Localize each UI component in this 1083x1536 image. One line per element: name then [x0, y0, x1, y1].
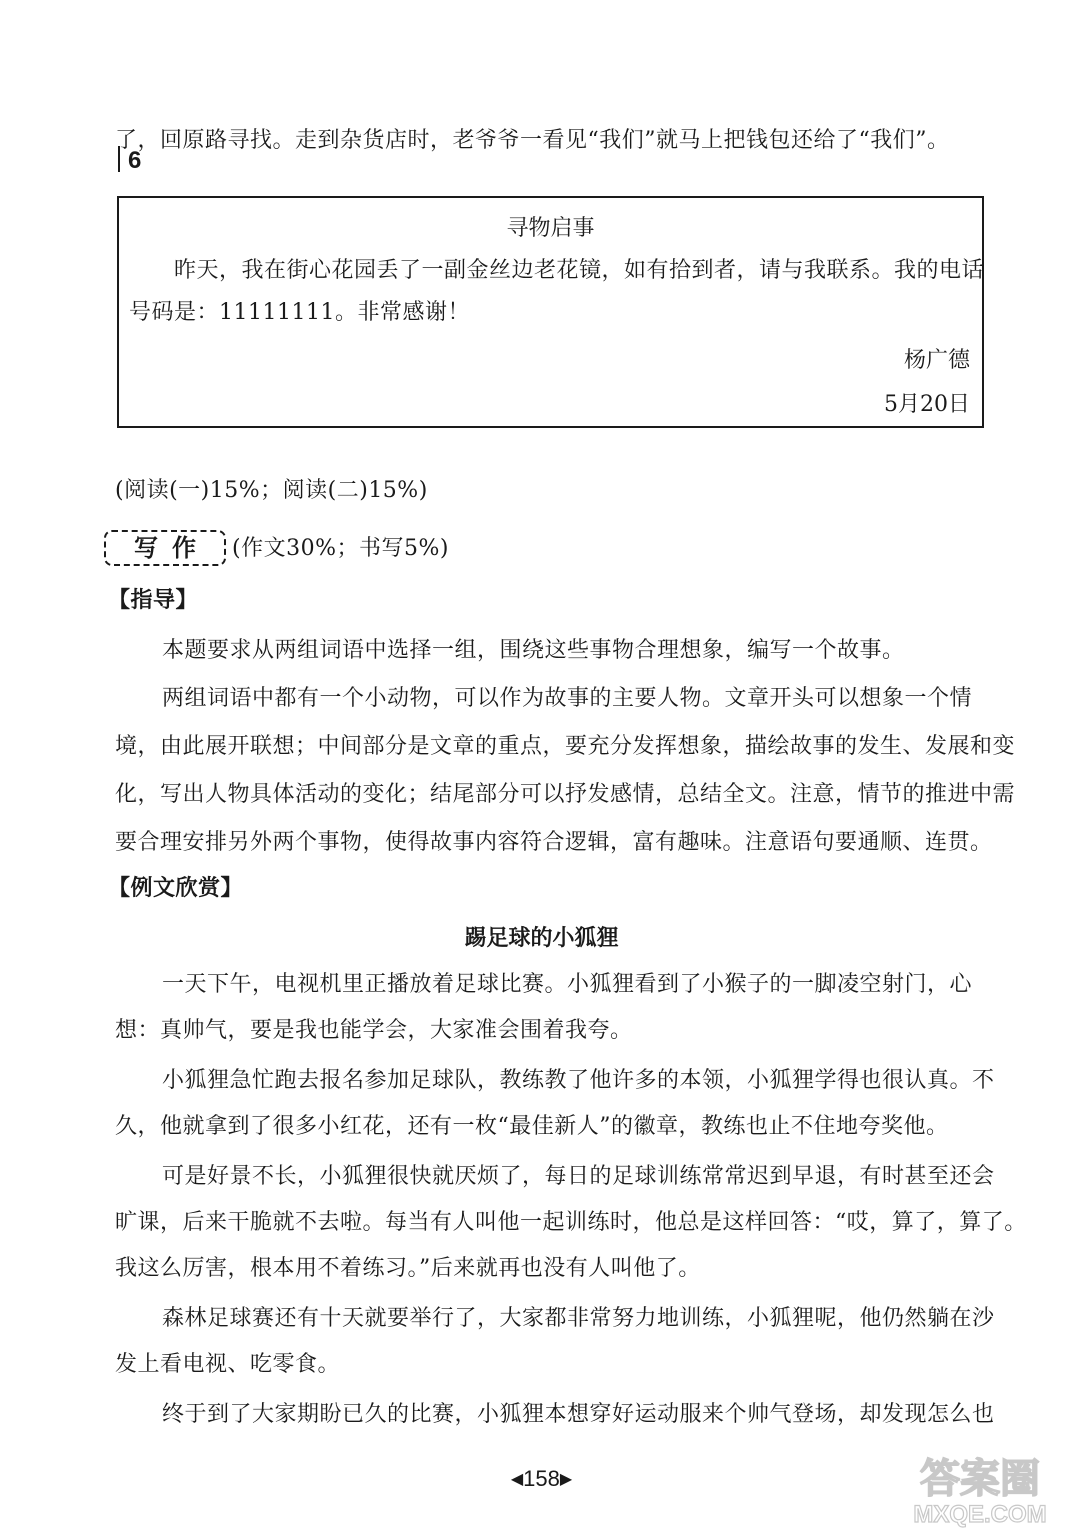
example-line: 想：真帅气，要是我也能学会，大家准会围着我夸。	[115, 1018, 633, 1043]
example-title: 踢足球的小狐狸	[464, 926, 619, 951]
example-heading: 【例文欣赏】	[108, 876, 244, 901]
guidance-line: 境，由此展开联想；中间部分是文章的重点，要充分发挥想象，描绘故事的发生、发展和变	[115, 734, 1016, 759]
writing-score: (作文30%；书写5%)	[232, 536, 449, 561]
watermark-en-text: MXQE.COM	[913, 1501, 1047, 1528]
left-arrow-icon: ◀	[510, 1471, 524, 1489]
guidance-heading: 【指导】	[108, 588, 199, 613]
page-number-text: 158	[523, 1466, 560, 1491]
guidance-line: 要合理安排另外两个事物，使得故事内容符合逻辑，富有趣味。注意语句要通顺、连贯。	[115, 830, 993, 855]
writing-section-tag: 写作	[104, 530, 226, 566]
guidance-line: 化，写出人物具体活动的变化；结尾部分可以抒发感情，总结全文。注意，情节的推进中需	[115, 782, 1016, 807]
example-line: 可是好景不长，小狐狸很快就厌烦了，每日的足球训练常常迟到早退，有时甚至还会	[162, 1164, 995, 1189]
example-line: 小狐狸急忙跑去报名参加足球队，教练教了他许多的本领，小狐狸学得也很认真。不	[162, 1068, 995, 1093]
guidance-paragraph-1: 本题要求从两组词语中选择一组，围绕这些事物合理想象，编写一个故事。	[162, 638, 905, 663]
right-arrow-icon: ▶	[559, 1471, 573, 1489]
question-number: 6	[118, 146, 141, 172]
example-line: 终于到了大家期盼已久的比赛，小狐狸本想穿好运动服来个帅气登场，却发现怎么也	[162, 1402, 995, 1427]
notice-date: 5月20日	[884, 392, 970, 417]
notice-title: 寻物启事	[506, 216, 595, 241]
continued-text-line: 了，回原路寻找。走到杂货店时，老爷爷一看见“我们”就马上把钱包还给了“我们”。	[115, 128, 950, 153]
watermark-logo-icon	[890, 1448, 1070, 1528]
example-line: 发上看电视、吃零食。	[115, 1352, 341, 1377]
notice-body-line-1: 昨天，我在街心花园丢了一副金丝边老花镜，如有拾到者，请与我联系。我的电话	[174, 258, 985, 283]
notice-signature: 杨广德	[903, 348, 970, 373]
example-line: 我这么厉害，根本用不着练习。”后来就再也没有人叫他了。	[115, 1256, 701, 1281]
guidance-line: 两组词语中都有一个小动物，可以作为故事的主要人物。文章开头可以想象一个情	[162, 686, 973, 711]
watermark-cn-text: 答案圈	[920, 1456, 1040, 1502]
lost-notice-box	[117, 196, 984, 428]
notice-body-line-2: 号码是：11111111。非常感谢！	[129, 300, 470, 325]
reading-score: (阅读(一)15%；阅读(二)15%)	[115, 478, 428, 503]
example-line: 一天下午，电视机里正播放着足球比赛。小狐狸看到了小猴子的一脚凌空射门，心	[162, 972, 973, 997]
example-line: 森林足球赛还有十天就要举行了，大家都非常努力地训练，小狐狸呢，他仍然躺在沙	[162, 1306, 995, 1331]
example-line: 久，他就拿到了很多小红花，还有一枚“最佳新人”的徽章，教练也止不住地夸奖他。	[115, 1114, 949, 1139]
example-line: 旷课，后来干脆就不去啦。每当有人叫他一起训练时，他总是这样回答：“哎，算了，算了。	[115, 1210, 1027, 1235]
